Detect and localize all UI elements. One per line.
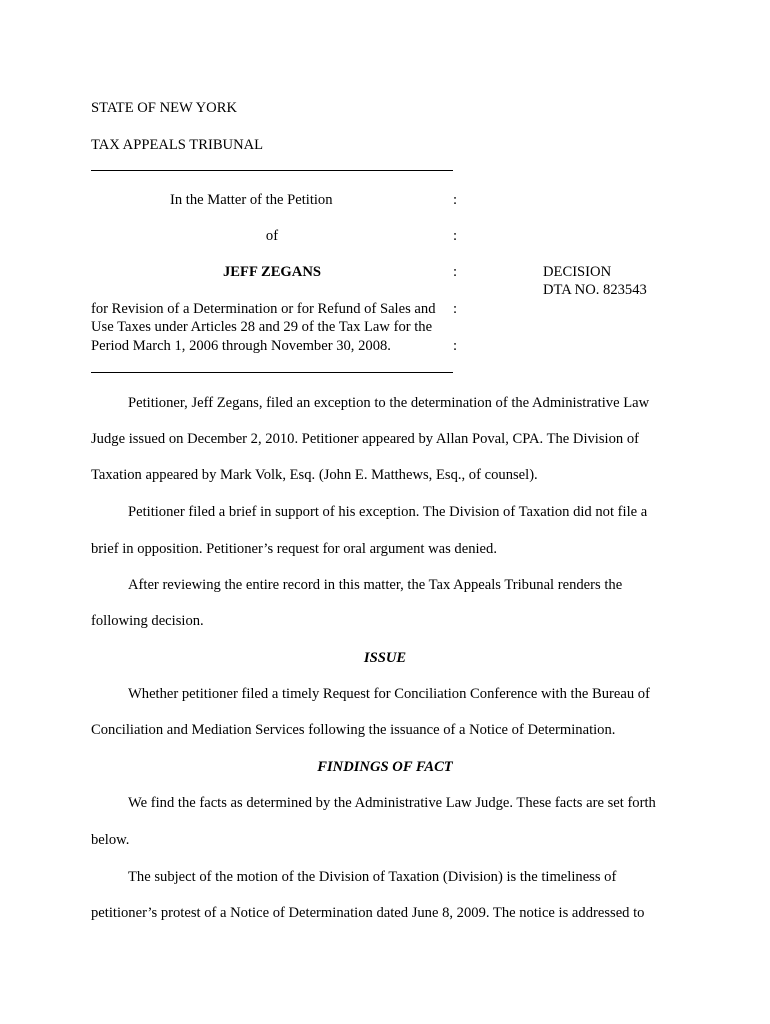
body-line: Judge issued on December 2, 2010. Petitioner appeared by Allan Poval, CPA. The Division of: [91, 431, 639, 447]
caption-colon: :: [453, 301, 458, 317]
tribunal-heading: TAX APPEALS TRIBUNAL: [91, 137, 264, 153]
caption-bottom-rule: [91, 372, 453, 373]
issue-line: Whether petitioner filed a timely Request for Conciliation Conference with the Bureau of: [128, 686, 650, 702]
of-line: of: [265, 228, 279, 244]
body-line: following decision.: [91, 613, 204, 629]
revision-line: Use Taxes under Articles 28 and 29 of the Tax Law for the: [91, 319, 433, 335]
findings-heading: FINDINGS OF FACT: [317, 759, 453, 775]
findings-line: petitioner’s protest of a Notice of Determination dated June 8, 2009. The notice is addressed to: [91, 905, 645, 921]
revision-line: for Revision of a Determination or for Refund of Sales and: [91, 301, 436, 317]
issue-heading: ISSUE: [363, 650, 407, 666]
findings-line: The subject of the motion of the Division of Taxation (Division) is the timeliness of: [128, 869, 617, 885]
findings-line: We find the facts as determined by the Administrative Law Judge. These facts are set forth: [128, 795, 656, 811]
petitioner-name: JEFF ZEGANS: [223, 264, 321, 280]
caption-colon: :: [453, 192, 458, 208]
body-line: brief in opposition. Petitioner’s request for oral argument was denied.: [91, 541, 497, 557]
matter-line: In the Matter of the Petition: [170, 192, 333, 208]
dta-number: DTA NO. 823543: [543, 282, 647, 298]
body-line: Petitioner, Jeff Zegans, filed an exception to the determination of the Administrative Law: [128, 395, 650, 411]
state-heading: STATE OF NEW YORK: [91, 100, 237, 116]
caption-colon: :: [453, 228, 458, 244]
findings-line: below.: [91, 832, 130, 848]
body-line: Taxation appeared by Mark Volk, Esq. (John E. Matthews, Esq., of counsel).: [91, 467, 538, 483]
issue-line: Conciliation and Mediation Services following the issuance of a Notice of Determination.: [91, 722, 616, 738]
revision-line: Period March 1, 2006 through November 30, 2008.: [91, 338, 391, 354]
caption-top-rule: [91, 170, 453, 171]
caption-colon: :: [453, 264, 458, 280]
caption-colon: :: [453, 338, 458, 354]
body-line: After reviewing the entire record in this matter, the Tax Appeals Tribunal renders the: [128, 577, 623, 593]
body-line: Petitioner filed a brief in support of his exception. The Division of Taxation did not file a: [128, 504, 648, 520]
decision-label: DECISION: [543, 264, 612, 280]
